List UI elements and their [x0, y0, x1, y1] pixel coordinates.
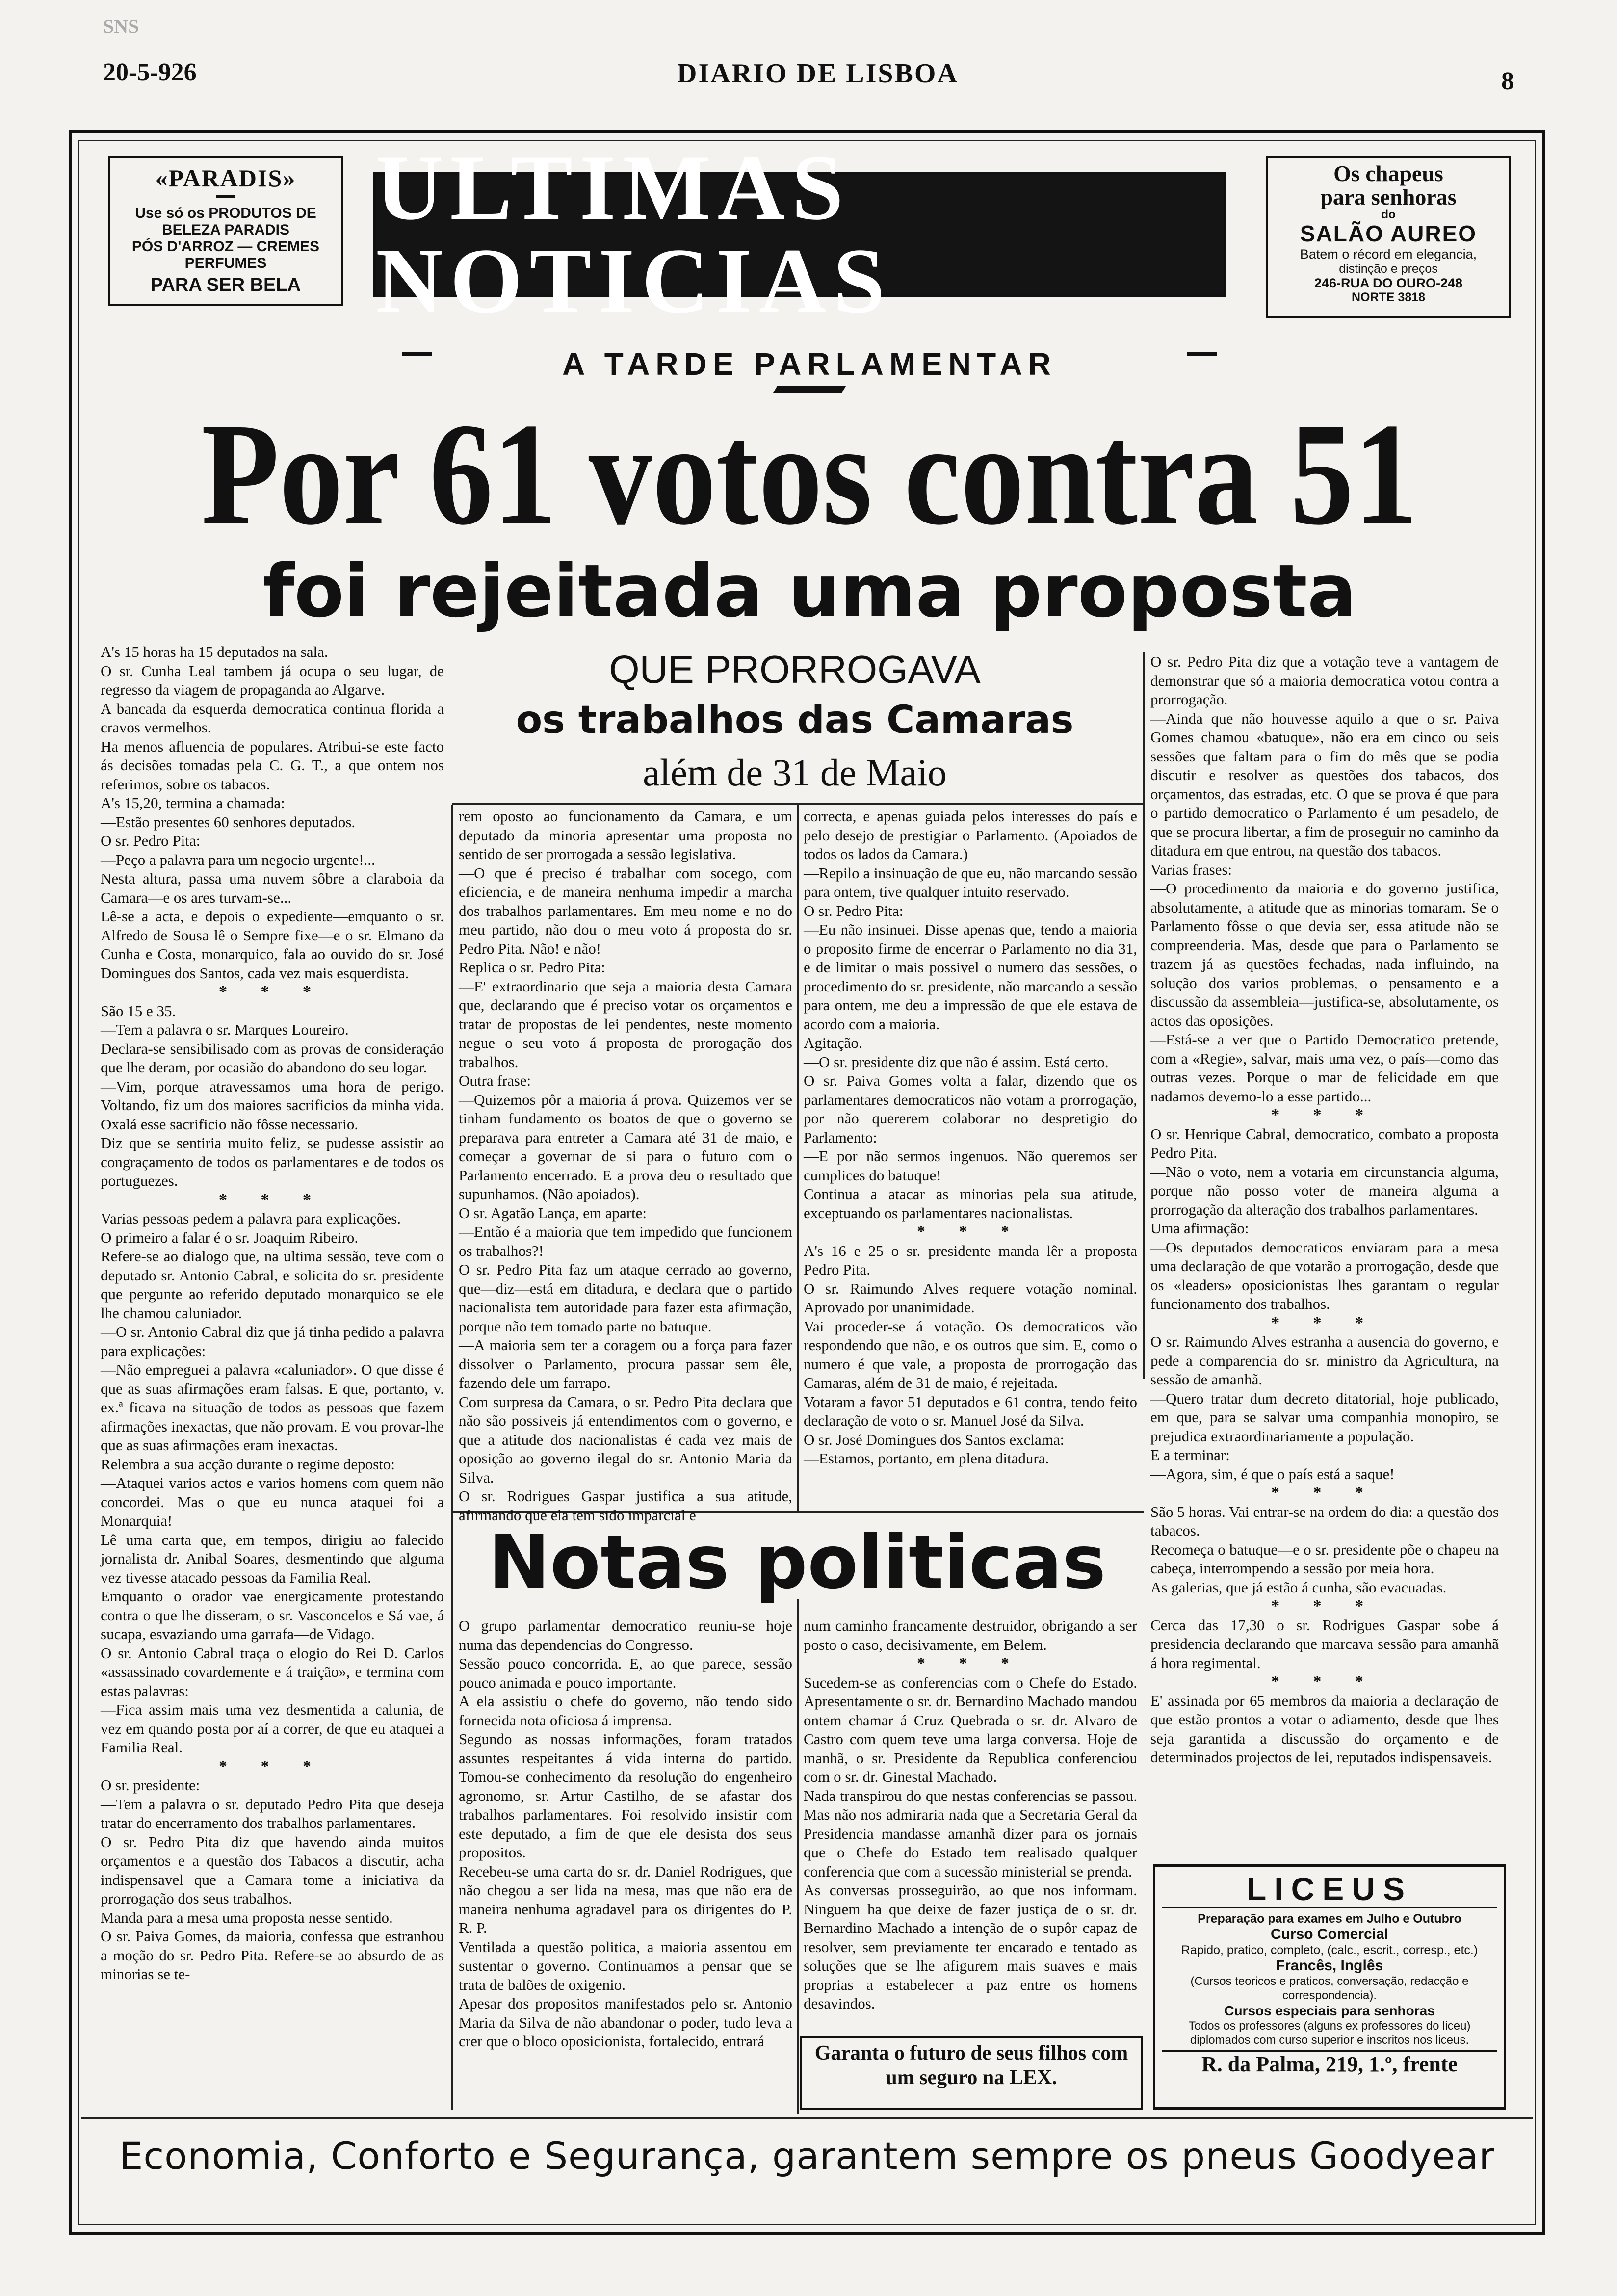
- footer-rule: [81, 2117, 1533, 2119]
- article-column-4: O sr. Pedro Pita diz que a votação teve a vantagem de demonstrar que só a maioria democratica votou contra a prorrogação. —Ainda que não houvesse aquilo a que o sr. Paiva Gomes chamou «batuque», não era em cinco ou seis sessões que faltam para o fim do mês que se podia discutir e resolver as questões dos tabacos, dos orçamentos, das estradas, etc. O que se prova é que para o partido democratico o Parlamento é um pesadelo, de que se procura libertar, a fim de proseguir no caminho da ditadura em que entrou, na questão dos tabacos. Varias frases: —O procedimento da maioria e do governo justifica, absolutamente, a atitude que as minorias tomaram. Se o Parlamento fôsse o que devia ser, essa atitude não se compreenderia. Mas, desde que para o Parlamento se trazem já as questões fechadas, nada influindo, na solução dos varios problemas, o pensamento e a discussão da assembleia—justifica-se, absolutamente, os actos das oposições. —Está-se a ver que o Partido Democratico pretende, com a «Regie», salvar, mais uma vez, o país—como das outras vezes. Porque o mar de felicidade em que nadamos devemo-lo a esse partido... * * * O sr. Henrique Cabral, democratico, combato a proposta Pedro Pita. —Não o voto, nem a votaria em circunstancia alguma, porque não posso voter de maneira alguma a prorrogação da alteração dos trabalhos parlamentares. Uma afirmação: —Os deputados democraticos enviaram para a mesa uma declaração de que votarão a prorrogação, desde que os «leaders» oposicionistas lhes garantam o regular funcionamento dos trabalhos. * * * O sr. Raimundo Alves estranha a ausencia do governo, e pede a comparencia do sr. ministro da Agricultura, na sessão de amanhã. —Quero tratar dum decreto ditatorial, hoje publicado, em que, para se salvar uma companhia monopiro, se prejudica extraordinariamente a população. E a terminar: —Agora, sim, é que o país está a saque! * * * São 5 horas. Vai entrar-se na ordem do dia: a questão dos tabacos. Recomeça o batuque—e o sr. presidente põe o chapeu na cabeça, interrompendo a sessão por meia hora. As galerias, que já estão á cunha, são evacuadas. * * * Cerca das 17,30 o sr. Rodrigues Gaspar sobe á presidencia declarando que marcava sessão para amanhã á hora regimental. * * * E' assinada por 65 membros da maioria a declaração de que estão prontos a votar o adiamento, desde que lhes seja garantida a discussão do orçamento e de determinados projectos de lei, reputados indispensaveis.: [1150, 653, 1499, 1766]
- liceus-ad: LICEUS Preparação para exames em Julho e Outubro Curso Comercial Rapido, pratico, completo, (calc., escrit., corresp., etc.) Francês, Inglês (Cursos teoricos e praticos, conversação, redacção e correspondencia). Cursos especiais para senhoras Todos os professores (alguns ex professores do liceu) diplomados com curso superior e inscritos nos liceus. R. da Palma, 219, 1.º, frente: [1153, 1864, 1506, 2110]
- separator-stars: * * *: [1271, 1106, 1378, 1124]
- paradis-ad: «PARADIS» Use só os PRODUTOS DE BELEZA PARADIS PÓS D'ARROZ — CREMES PERFUMES PARA SER BELA: [108, 156, 343, 306]
- separator-stars: * * *: [1271, 1313, 1378, 1332]
- divider: [216, 195, 235, 198]
- separator-stars: * * *: [1271, 1672, 1378, 1691]
- sub-headline: foi rejeitada uma proposta: [262, 549, 1356, 633]
- deck-line-1: QUE PRORROGAVA: [609, 648, 981, 691]
- ultimas-noticias-banner: [373, 136, 1226, 333]
- banner-title: ULTIMAS NOTICIAS: [376, 136, 892, 333]
- issue-date: 20-5-926: [103, 58, 197, 86]
- separator-stars: * * *: [219, 1190, 326, 1209]
- deck-line-3: além de 31 de Maio: [643, 751, 947, 794]
- main-headline: Por 61 votos contra 51: [201, 393, 1418, 556]
- page-number: 8: [1501, 67, 1514, 95]
- column-rule: [1143, 652, 1145, 1379]
- separator-stars: * * *: [219, 983, 326, 1001]
- separator-stars: * * *: [917, 1223, 1024, 1241]
- notas-column-1: O grupo parlamentar democratico reuniu-se hoje numa das dependencias do Congresso. Sessão pouco concorrida. E, ao que parece, sessão pouco animada e pouco importante. A ela assistiu o chefe do governo, não tendo sido fornecida nota oficiosa á imprensa. Segundo as nossas informações, foram tratados assuntes respeitantes á vida interna do partido. Tomou-se conhecimento da resolução do engenheiro agronomo, sr. Artur Castilho, de se afastar dos trabalhos parlamentares. Foi resolvido insistir com este deputado, a fim de que ele desista dos seus propositos. Recebeu-se uma carta do sr. dr. Daniel Rodrigues, que não chegou a ser lida na mesa, mas que não era de maneira nenhuma agradavel para os dirigentes do P. R. P. Ventilada a questão politica, a maioria assentou em sustentar o governo. Continuamos a pensar que se trata de balões de oxigenio. Apesar dos propositos manifestados pelo sr. Antonio Maria da Silva de não abandonar o poder, tudo leva a crer que o bloco oposicionista, fortalecido, entrará: [459, 1617, 792, 2050]
- article-column-1: A's 15 horas ha 15 deputados na sala. O sr. Cunha Leal tambem já ocupa o seu lugar, de regresso da viagem de propaganda ao Algarve. A bancada da esquerda democratica continua florida a cravos vermelhos. Ha menos afluencia de populares. Atribui-se este facto ás decisões tomadas pela C. G. T., a que ontem nos referimos, sobre os tabacos. A's 15,20, termina a chamada: —Estão presentes 60 senhores deputados. O sr. Pedro Pita: —Peço a palavra para um negocio urgente!... Nesta altura, passa uma nuvem sôbre a claraboia da Camara—e os ares turvam-se... Lê-se a acta, e depois o expediente—emquanto o sr. Alfredo de Sousa lê o Sempre fixe—e o sr. Elmano da Cunha e Costa, monarquico, fala ao ouvido do sr. José Domingues dos Santos, cada vez mais esquerdista. * * * São 15 e 35. —Tem a palavra o sr. Marques Loureiro. Declara-se sensibilisado com as provas de consideração que lhe deram, por ocasião do abandono do seu logar. —Vim, porque atravessamos uma hora de perigo. Voltando, fiz um dos maiores sacrificios da minha vida. Oxalá esse sacrificio não fôsse necessario. Diz que se sentiria muito feliz, se pudesse assistir ao congraçamento de todos os parlamentares e de todos os portuguezes. * * * Varias pessoas pedem a palavra para explicações. O primeiro a falar é o sr. Joaquim Ribeiro. Refere-se ao dialogo que, na ultima sessão, teve com o deputado sr. Antonio Cabral, e solicita do sr. presidente que pergunte ao referido deputado monarquico se ele lhe chamou caluniador. —O sr. Antonio Cabral diz que já tinha pedido a palavra para explicações: —Não empreguei a palavra «caluniador». O que disse é que as suas afirmações eram falsas. E que, portanto, v. ex.ª ficava na situação de todos as pessoas que fazem afirmações inexactas, que não provam. E vou provar-lhe que as suas afirmações eram inexactas. Relembra a sua acção durante o regime deposto: —Ataquei varios actos e varios homens com quem não concordei. Mas o que eu nunca ataquei foi a Monarquia! Lê uma carta que, em tempos, dirigiu ao falecido jornalista dr. Anibal Soares, desmentindo que alguma vez tivesse atacado pessoas da Familia Real. Emquanto o orador vae energicamente protestando contra o que lhe disseram, o sr. Vasconcelos e Sá vae, á sucapa, esvaziando uma garrafa—de Vidago. O sr. Antonio Cabral traça o elogio do Rei D. Carlos «assassinado covardemente e á traição», e termina com estas palavras: —Fica assim mais uma vez desmentida a calunia, de vez em quando posta por aí a correr, de que eu ataquei a Familia Real. * * * O sr. presidente: —Tem a palavra o sr. deputado Pedro Pita que deseja tratar do encerramento dos trabalhos parlamentares. O sr. Pedro Pita diz que havendo ainda muitos orçamentos e a questão dos Tabacos a discutir, acha indispensavel que a Camara tome a iniciativa da prorrogação dos seus trabalhos. Manda para a mesa uma proposta nesse sentido. O sr. Paiva Gomes, da maioria, confessa que estranhou a moção do sr. Pedro Pita. Refere-se ao absurdo de as minorias se te-: [101, 643, 444, 1983]
- corner-mark: SNS: [103, 15, 139, 37]
- section-title: A TARDE PARLAMENTAR: [432, 346, 1187, 382]
- deck-rule: [452, 803, 1143, 805]
- notas-politicas-title: Notas politicas: [488, 1520, 1106, 1605]
- separator-stars: * * *: [1271, 1597, 1378, 1615]
- column-rule: [797, 1599, 799, 2114]
- liceus-address: R. da Palma, 219, 1.º, frente: [1162, 2050, 1497, 2077]
- column-rule: [451, 805, 453, 2110]
- separator-stars: * * *: [917, 1654, 1024, 1672]
- notas-column-2: num caminho francamente destruidor, obrigando a ser posto o caso, decisivamente, em Belem. * * * Sucedem-se as conferencias com o Chefe do Estado. Apresentamente o sr. dr. Bernardino Machado mandou ontem chamar á Cruz Quebrada o sr. dr. Alvaro de Castro com quem teve uma larga conversa. Hoje de manhã, o sr. Presidente da Republica conferenciou com o sr. dr. Ginestal Machado. Nada transpirou do que nestas conferencias se passou. Mas não nos admiraria nada que a Secretaria Geral da Presidencia mandasse amanhã dizer para os jornais que o Chefe do Estado tem realisado qualquer conferencia que com a sucessão ministerial se prenda. As conversas prosseguirão, ao que nos informam. Ninguem ha que deixe de fazer justiça de o sr. dr. Bernardino Machado a intenção de o supôr capaz de resolver, sem previamente ter encarado e tentado as soluções que se lhe afigurem mais suaves e mais proprias a estabelecer a paz entre os homens desavindos.: [804, 1617, 1137, 2012]
- separator-stars: * * *: [219, 1757, 326, 1775]
- article-column-3: correcta, e apenas guiada pelos interesses do país e pelo desejo de prestigiar o Parlamento. (Apoiados de todos os lados da Camara.) —Repilo a insinuação de que eu, não marcando sessão para ontem, tive qualquer intuito reservado. O sr. Pedro Pita: —Eu não insinuei. Disse apenas que, tendo a maioria o proposito firme de encerrar o Parlamento no dia 31, e de limitar o mais possivel o numero das sessões, o procedimento do sr. presidente, não marcando a sessão para ontem, me deu a impressão de que ele estava de acordo com a maioria. Agitação. —O sr. presidente diz que não é assim. Está certo. O sr. Paiva Gomes volta a falar, dizendo que os parlamentares democraticos não votam a prorrogação, por não quererem colaborar no despretigio do Parlamento: —E por não sermos ingenuos. Não queremos ser cumplices do batuque! Continua a atacar as minorias pela sua atitude, exceptuando os parlamentares nacionalistas. * * * A's 16 e 25 o sr. presidente manda lêr a proposta Pedro Pita. O sr. Raimundo Alves requere votação nominal. Aprovado por unanimidade. Vai proceder-se á votação. Os democraticos vão respondendo que não, e os outros que sim. E, como o numero é que vale, a proposta de prorrogação das Camaras, além de 31 de maio, é rejeitada. Votaram a favor 51 deputados e 61 contra, tendo feito declaração de voto o sr. Manuel José da Silva. O sr. José Domingues dos Santos exclama: —Estamos, portanto, em plena ditadura.: [804, 808, 1137, 1467]
- lex-insurance-ad: Garanta o futuro de seus filhos com um seguro na LEX.: [800, 2036, 1143, 2110]
- goodyear-ad: Economia, Conforto e Segurança, garantem sempre os pneus Goodyear: [119, 2134, 1495, 2178]
- liceus-title: LICEUS: [1162, 1871, 1497, 1908]
- separator-stars: * * *: [1271, 1484, 1378, 1502]
- newspaper-title: DIARIO DE LISBOA: [677, 58, 959, 89]
- deck-line-2: os trabalhos das Camaras: [516, 698, 1074, 742]
- paradis-brand: «PARADIS»: [155, 164, 296, 192]
- article-column-2: rem oposto ao funcionamento da Camara, e um deputado da minoria apresentar uma proposta no sentido de ser prorrogada a sessão legislativa. —O que é preciso é trabalhar com socego, com eficiencia, e de maneira nenhuma impedir a marcha dos trabalhos parlamentares. Em meu nome e no do meu partido, não dou o meu voto á proposta do sr. Pedro Pita. Não! e não! Replica o sr. Pedro Pita: —E' extraordinario que seja a maioria desta Camara que, declarando que é preciso votar os orçamentos e tratar de propostas de lei pendentes, neste momento negue o seu voto á proposta de prorogação dos trabalhos. Outra frase: —Quizemos pôr a maioria á prova. Quizemos ver se tinham fundamento os boatos de que o governo se preparava para entreter a Camara até 31 de maio, e começar a governar de si para o futuro com o Parlamento encerrado. E a prova deu o resultado que supunhamos. (Não apoiados). O sr. Agatão Lança, em aparte: —Então é a maioria que tem impedido que funcionem os trabalhos?! O sr. Pedro Pita faz um ataque cerrado ao governo, que—diz—está em ditadura, e declara que o partido nacionalista tem autoridade para fazer esta afirmação, porque não tem tomado parte no batuque. —A maioria sem ter a coragem ou a força para fazer dissolver o Parlamento, procura passar sem êle, fazendo dele um farrapo. Com surpresa da Camara, o sr. Pedro Pita declara que não são possiveis já entendimentos com o governo, e que a atitude dos nacionalistas é cada vez mais de oposição ao governo ilegal do sr. Antonio Maria da Silva. O sr. Rodrigues Gaspar justifica a sua atitude, afirmando que ela tem sido imparcial e: [459, 808, 792, 1524]
- column-rule: [797, 805, 799, 1511]
- salao-aureo-ad: Os chapeus para senhoras do SALÃO AUREO Batem o récord em elegancia, distinção e preços 246-RUA DO OURO-248 NORTE 3818: [1266, 156, 1511, 318]
